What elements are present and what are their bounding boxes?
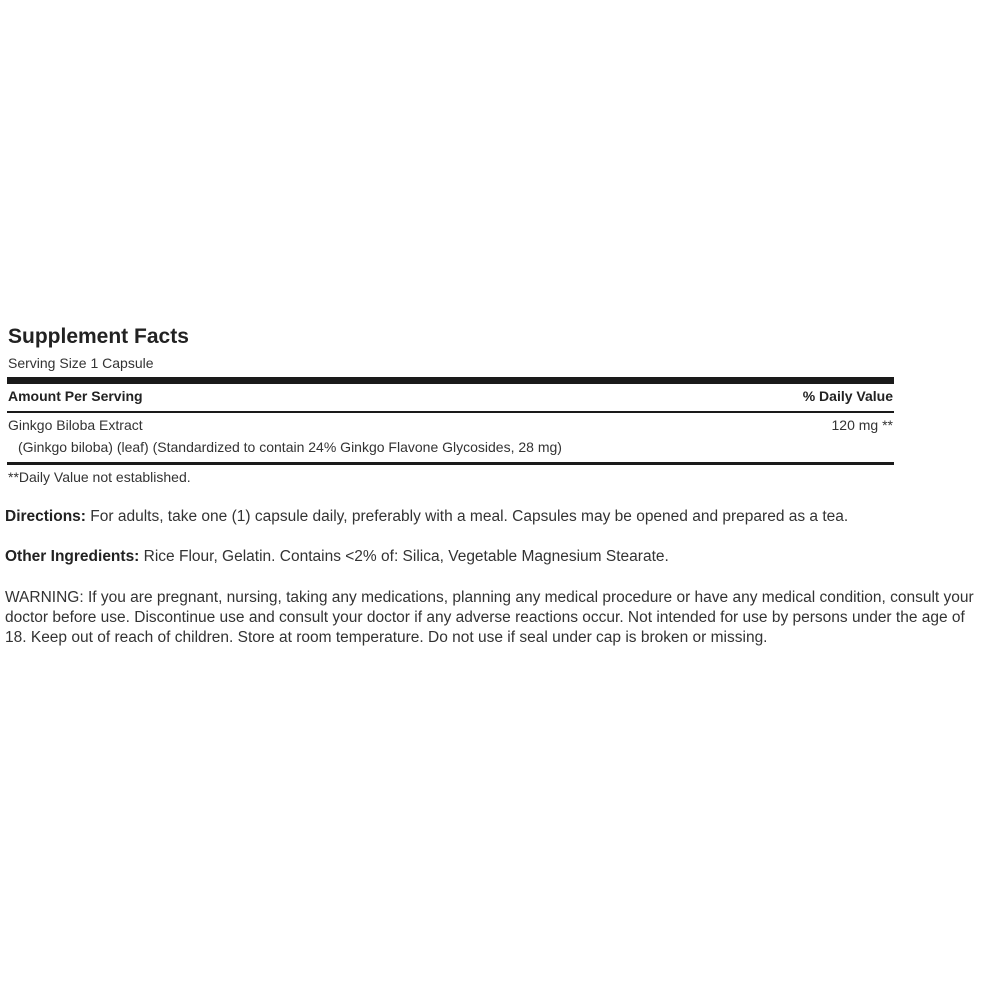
serving-size: Serving Size 1 Capsule: [8, 355, 154, 371]
directions-label: Directions:: [5, 508, 86, 525]
other-ingredients-label: Other Ingredients:: [5, 548, 140, 565]
ingredient-name: Ginkgo Biloba Extract: [8, 416, 143, 433]
thick-divider: [7, 377, 894, 384]
directions-text: For adults, take one (1) capsule daily, preferably with a meal. Capsules may be opened and prepared as a tea.: [85, 508, 849, 525]
daily-value-header: % Daily Value: [802, 388, 893, 404]
ingredient-row: [7, 413, 894, 434]
amount-per-serving-header: Amount Per Serving: [8, 388, 143, 404]
supplement-facts-panel: [7, 324, 894, 486]
facts-header-row: [7, 385, 894, 407]
directions-paragraph: [5, 507, 990, 527]
ingredient-detail: (Ginkgo biloba) (leaf) (Standardized to contain 24% Ginkgo Flavone Glycosides, 28 mg): [18, 438, 562, 455]
bottom-divider: [7, 462, 894, 465]
ingredient-amount: 120 mg **: [831, 416, 893, 433]
other-ingredients-paragraph: [5, 547, 990, 567]
warning-paragraph: WARNING: If you are pregnant, nursing, taking any medications, planning any medical procedure or have any medical condition, consult your doctor before use. Discontinue use and consult your doctor if any adverse reactions occur. Not intended for use by persons under the age of 18. Keep out of reach of children. Store at room temperature. Do not use if seal under cap is broken or missing.: [5, 589, 974, 646]
other-ingredients-text: Rice Flour, Gelatin. Contains <2% of: Silica, Vegetable Magnesium Stearate.: [139, 548, 669, 565]
daily-value-footnote: **Daily Value not established.: [8, 468, 191, 485]
facts-title: Supplement Facts: [8, 325, 189, 348]
